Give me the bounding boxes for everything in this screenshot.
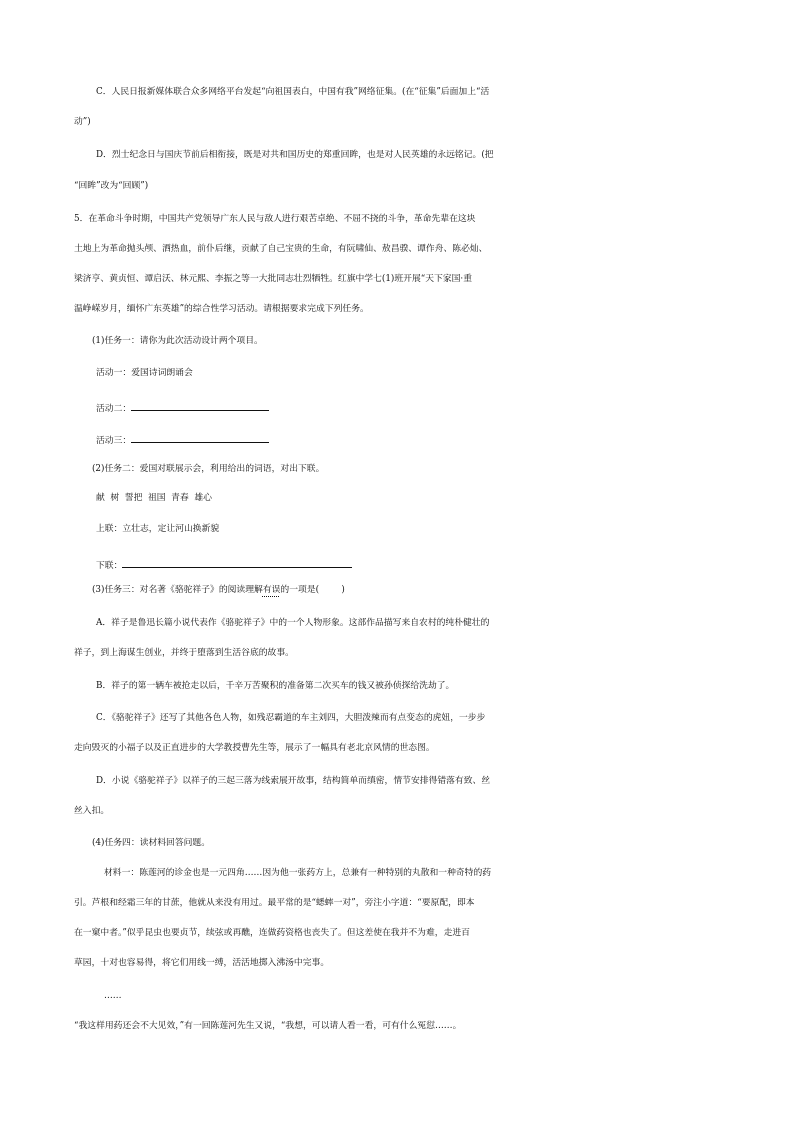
- material1-line2: 引。芦根和经霜三年的甘蔗，他就从来没有用过。最平常的是“蟋蟀一对”，旁注小字道：“要原配，即本: [74, 898, 475, 908]
- material1-line4: 草园，十对也容易得，将它们用线一缚，活活地掷入沸汤中完事。: [74, 958, 330, 968]
- task1-activity1: 活动一：爱国诗词朗诵会: [96, 368, 193, 378]
- task3-option-c-line1: C．《骆驼祥子》还写了其他各色人物，如残忍霸道的车主刘四，大胆泼辣而有点变态的虎妞，一步步: [96, 713, 486, 723]
- question-5-intro-line1: 5．在革命斗争时期，中国共产党领导广东人民与敌人进行艰苦卓绝、不屈不挠的斗争，革命先辈在这块: [74, 214, 476, 224]
- task3-option-d-line2: 丝入扣。: [74, 806, 110, 816]
- material1-line5: “我这样用药还会不大见效，”有一回陈莲河先生又说，“我想，可以请人看一看，可有什么冤愆……。: [74, 1021, 462, 1031]
- task1-prompt: (1)任务一：请你为此次活动设计两个项目。: [92, 336, 263, 346]
- task3-option-d-line1: D．小说《骆驼祥子》以祥子的三起三落为线索展开故事，结构简单而缜密，情节安排得错落有致、丝: [96, 776, 491, 786]
- option-d-line2: “回眸”改为“回顾”): [74, 181, 149, 191]
- task1-activity2-row: [0, 395, 794, 419]
- material1-line3: 在一窠中者。”似乎昆虫也要贞节，续弦或再醮，连做药资格也丧失了。但这差使在我并不为难，走进百: [74, 928, 470, 938]
- task3-option-c-line2: 走向毁灭的小福子以及正直进步的大学教授曹先生等，展示了一幅具有老北京风情的世态图。: [74, 743, 435, 753]
- task2-word-bank: 献 树 誓把 祖国 青春 雄心: [96, 493, 212, 503]
- question-5-intro-line3: 梁济亨、黄贞恒、谭启沃、林元熙、李振之等一大批同志壮烈牺牲。红旗中学七(1)班开展“天下家国·重: [74, 274, 473, 284]
- task3-prompt-emphasis: 有误: [262, 585, 281, 595]
- activity3-answer-blank[interactable]: [131, 427, 269, 443]
- task3-option-b-line1: B．祥子的第一辆车被抢走以后，千辛万苦聚积的准备第二次买车的钱又被孙侦探给洗劫了。: [96, 681, 455, 691]
- task3-option-a-line1: A．祥子是鲁迅长篇小说代表作《骆驼祥子》中的一个人物形象。这部作品描写来自农村的纯朴健壮的: [96, 618, 490, 628]
- option-d-line1: D．烈士纪念日与国庆节前后相衔接，既是对共和国历史的郑重回眸，也是对人民英雄的永远铭记。(把: [96, 150, 494, 160]
- task3-prompt: [0, 580, 794, 600]
- task2-prompt: (2)任务二：爱国对联展示会，利用给出的词语，对出下联。: [92, 464, 325, 474]
- task1-activity2-label: 活动二：: [96, 404, 132, 414]
- option-c-line2: 动”): [74, 117, 91, 127]
- task1-activity3-row: [0, 427, 794, 451]
- lower-couplet-answer-blank[interactable]: [122, 552, 352, 568]
- task3-option-a-line2: 祥子，到上海谋生创业，并终于堕落到生活谷底的故事。: [74, 648, 294, 658]
- material1-ellipsis: ……: [104, 991, 122, 1001]
- task2-lower-couplet-row: [0, 552, 794, 576]
- task2-lower-couplet-label: 下联：: [96, 561, 123, 571]
- question-5-intro-line2: 土地上为革命抛头颅、洒热血，前仆后继，贡献了自己宝贵的生命，有阮啸仙、敖昌骙、谭作舟、陈必灿、: [74, 244, 488, 254]
- task1-activity3-label: 活动三：: [96, 436, 132, 446]
- option-c-line1: C．人民日报新媒体联合众多网络平台发起“向祖国表白，中国有我”网络征集。(在“征集”后面加上“活: [96, 87, 490, 97]
- task3-prompt-before: (3)任务三：对名著《骆驼祥子》的阅读理解: [92, 585, 263, 595]
- material1-line1: 材料一：陈莲河的诊金也是一元四角……因为他一张药方上，总兼有一种特别的丸散和一种奇特的药: [104, 868, 492, 878]
- activity2-answer-blank[interactable]: [131, 395, 269, 411]
- task2-upper-couplet: 上联：立壮志，定让河山换新貌: [96, 524, 220, 534]
- question-5-intro-line4: 温峥嵘岁月，缅怀广东英雄”的综合性学习活动。请根据要求完成下列任务。: [74, 304, 369, 314]
- task3-prompt-after: 的一项是( ): [280, 585, 345, 595]
- task4-prompt: (4)任务四：读材料回答问题。: [92, 838, 211, 848]
